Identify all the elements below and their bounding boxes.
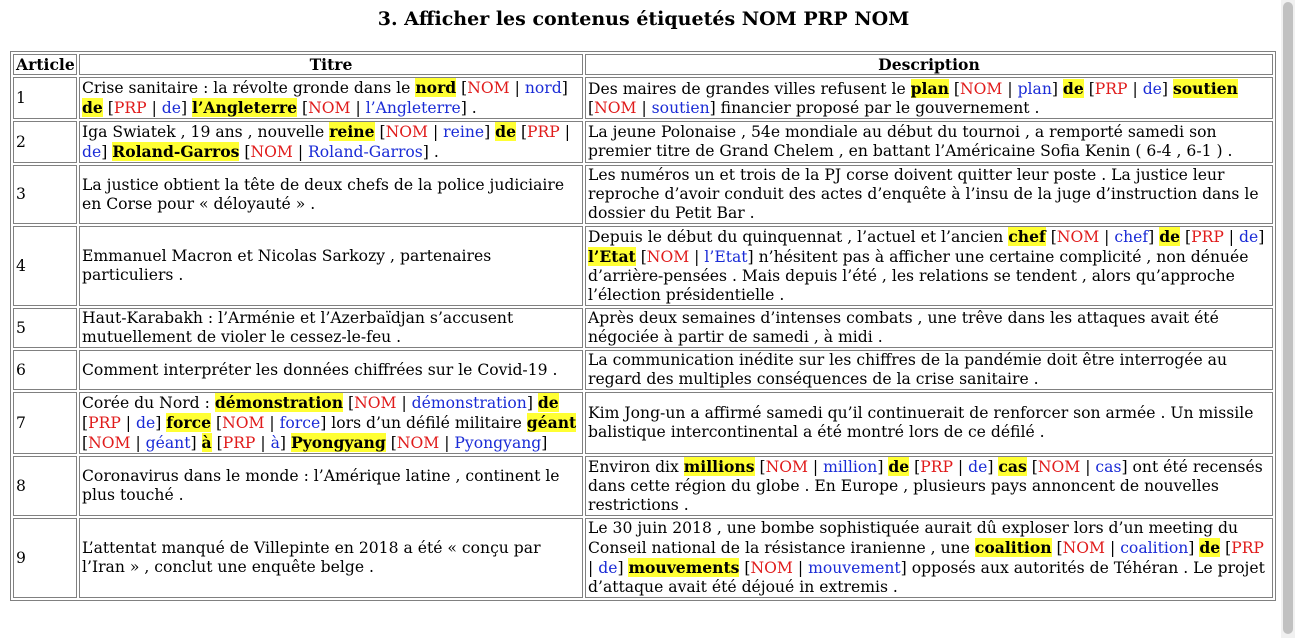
description-cell — [585, 350, 1273, 390]
lemma: plan — [1017, 79, 1052, 98]
text-segment: La communication inédite sur les chiffres de la pandémie doit être interrogée au regard des multiples conséquences de la crise sanitaire . — [588, 351, 1228, 388]
text-segment: Coronavirus dans le monde : l’Amérique latine , continent le plus touché . — [82, 467, 560, 504]
text-segment: [ — [82, 434, 89, 452]
highlighted-word: plan — [910, 78, 949, 98]
highlighted-word: de — [1159, 227, 1181, 246]
text-segment: ] — [155, 414, 167, 432]
table-row — [13, 350, 1273, 390]
pos-tag: NOM — [467, 79, 510, 97]
lemma: Roland-Garros — [308, 143, 423, 161]
table-row — [13, 77, 1273, 119]
header-description: Description — [585, 54, 1273, 75]
text-segment: Depuis le début du quinquennat , l’actuel et l’ancien — [588, 228, 1009, 246]
text-segment: L’attentat manqué de Villepinte en 2018 a été « conçu par l’Iran » , conclut une enquête belge . — [82, 539, 541, 576]
highlighted-word: Roland-Garros — [112, 142, 240, 161]
title-cell — [79, 77, 583, 119]
highlighted-word: cas — [998, 457, 1027, 476]
pos-tag: NOM — [250, 143, 293, 161]
text-segment: | — [120, 414, 136, 432]
text-segment: | — [350, 99, 366, 117]
text-segment: [ — [211, 414, 223, 432]
highlighted-word: millions — [683, 457, 755, 476]
pos-tag: NOM — [646, 248, 690, 266]
text-segment: ] opposés aux autorités de Téhéran . Le projet d’attaque avait été déjoué in extremis . — [588, 559, 1265, 596]
table-row — [13, 456, 1273, 516]
table-header-row — [13, 54, 1273, 75]
text-segment: | — [428, 123, 444, 141]
scrollbar-thumb[interactable] — [1283, 2, 1293, 634]
pos-tag: PRP — [920, 458, 953, 476]
pos-tag: PRP — [1231, 539, 1264, 557]
text-segment: | — [689, 248, 705, 266]
highlighted-word: à — [201, 433, 212, 452]
text-segment: ] — [190, 434, 202, 452]
text-segment: [ — [754, 458, 766, 476]
highlighted-word: nord — [415, 78, 457, 97]
title-cell — [79, 308, 583, 348]
text-segment: ] — [1051, 79, 1063, 98]
lemma: géant — [145, 434, 191, 452]
text-segment: [ — [588, 98, 595, 117]
text-segment: Le 30 juin 2018 , une bombe sophistiquée aurait dû exploser lors d’un meeting du Conseil national de la résistance iranienne , une — [588, 519, 1239, 557]
table-row — [13, 165, 1273, 224]
description-cell — [585, 518, 1273, 598]
title-cell — [79, 121, 583, 163]
text-segment: Comment interpréter les données chiffrées sur le Covid-19 . — [82, 360, 558, 379]
text-segment: ] — [541, 434, 548, 452]
pos-tag: NOM — [385, 123, 428, 141]
lemma: de — [1142, 79, 1162, 98]
header-titre: Titre — [79, 54, 583, 75]
text-segment: Kim Jong-un a affirmé samedi qu’il continuerait de renforcer son armée . Un missile balistique intercontinental a été montré lors de ce défilé . — [588, 404, 1254, 441]
text-segment: [ — [82, 414, 89, 432]
text-segment: | — [292, 143, 309, 161]
text-segment: | — [1002, 79, 1018, 98]
text-segment: ] — [1161, 79, 1173, 98]
lemma: à — [270, 434, 280, 452]
pos-tag: NOM — [750, 559, 793, 577]
text-segment: [ — [1083, 79, 1095, 98]
lemma: de — [161, 99, 181, 117]
title-cell — [79, 226, 583, 306]
text-segment: | — [1223, 228, 1239, 246]
lemma: l’Etat — [704, 248, 748, 266]
text-segment: | — [792, 559, 809, 577]
text-segment: ] n’hésitent pas à afficher une certaine complicité , non dénuée d’arrière-pensées . Mais depuis l’été , les relations se tendent , alors qu’approche l’élection présidentielle . — [588, 248, 1249, 304]
text-segment: | — [439, 434, 455, 452]
pos-tag: PRP — [222, 434, 256, 452]
text-segment: ] — [1188, 539, 1200, 557]
text-segment: [ — [516, 123, 528, 141]
text-segment: [ — [635, 248, 647, 266]
text-segment: ] . — [460, 99, 477, 117]
lemma: de — [968, 458, 988, 476]
pos-tag: PRP — [1191, 228, 1224, 246]
lemma: mouvement — [808, 559, 901, 577]
highlighted-word: Pyongyang — [290, 433, 386, 452]
text-segment: ] — [526, 394, 538, 412]
text-segment: | — [1080, 458, 1096, 476]
highlighted-word: de — [82, 98, 103, 117]
text-segment: ] financier proposé par le gouvernement . — [709, 98, 1040, 117]
lemma: cas — [1095, 458, 1122, 476]
description-cell — [585, 226, 1273, 306]
text-segment: | — [807, 458, 824, 476]
highlighted-word: de — [495, 122, 516, 141]
text-segment: [ — [343, 394, 355, 412]
results-table — [10, 51, 1276, 601]
text-segment: ] — [279, 434, 291, 452]
title-cell — [79, 518, 583, 598]
text-segment: ] — [561, 79, 568, 97]
table-row — [13, 392, 1273, 454]
text-segment: | — [1099, 228, 1115, 246]
text-segment: ] — [617, 559, 629, 577]
lemma: de — [136, 414, 156, 432]
text-segment: ] — [987, 458, 999, 476]
text-segment: | — [588, 559, 599, 577]
text-segment: ] . — [422, 143, 439, 161]
highlighted-word: l’Etat — [588, 247, 636, 266]
text-segment: Environ dix — [588, 458, 684, 476]
text-segment: | — [636, 98, 652, 117]
text-segment: ] — [1258, 228, 1265, 246]
highlighted-word: de — [1199, 538, 1221, 557]
header-article: Article — [13, 54, 77, 75]
article-number-cell: 4 — [13, 226, 77, 306]
highlighted-word: coalition — [974, 538, 1052, 557]
description-cell — [585, 77, 1273, 119]
table-body — [13, 77, 1273, 598]
pos-tag: PRP — [527, 123, 560, 141]
text-segment: | — [509, 79, 525, 97]
text-segment: [ — [1220, 539, 1232, 557]
description-cell — [585, 392, 1273, 454]
text-segment: [ — [374, 123, 386, 141]
pos-tag: NOM — [1037, 458, 1081, 476]
text-segment: Les numéros un et trois de la PJ corse doivent quitter leur poste . La justice leur reproche d’avoir conduit des actes d’enquête à l’insu de la juge d’instruction dans le dossier du Petit Bar . — [588, 166, 1259, 222]
text-segment: [ — [385, 434, 397, 452]
text-segment: [ — [239, 143, 251, 161]
vertical-scrollbar[interactable] — [1281, 0, 1295, 638]
text-segment: Haut-Karabakh : l’Arménie et l’Azerbaïdjan s’accusent mutuellement de violer le cessez-le-feu . — [82, 309, 514, 346]
lemma: démonstration — [411, 394, 527, 412]
text-segment: | — [396, 394, 412, 412]
text-segment: | — [264, 414, 280, 432]
pos-tag: NOM — [396, 434, 440, 452]
highlighted-word: force — [166, 413, 212, 432]
text-segment: [ — [211, 434, 223, 452]
lemma: coalition — [1120, 539, 1189, 557]
article-number-cell: 2 — [13, 121, 77, 163]
lemma: soutien — [651, 98, 710, 117]
text-segment: La jeune Polonaise , 54e mondiale au début du tournoi , a remporté samedi son premier titre de Grand Chelem , en battant l’Américaine Sofia Kenin ( 6-4 , 6-1 ) . — [588, 123, 1233, 160]
lemma: force — [279, 414, 321, 432]
lemma: l’Angleterre — [365, 99, 461, 117]
lemma: Pyongyang — [454, 434, 542, 452]
pos-tag: PRP — [1094, 79, 1128, 98]
text-segment: [ — [909, 458, 921, 476]
highlighted-word: de — [1062, 78, 1084, 98]
text-segment: | — [255, 434, 271, 452]
page-title: 3. Afficher les contenus étiquetés NOM PRP NOM — [377, 8, 910, 30]
title-cell — [79, 456, 583, 516]
pos-tag: PRP — [88, 414, 121, 432]
text-segment: ] — [1148, 228, 1160, 246]
highlighted-word: démonstration — [214, 393, 344, 412]
text-segment: | — [952, 458, 969, 476]
text-segment: [ — [102, 99, 114, 117]
lemma: de — [82, 143, 102, 161]
description-cell — [585, 308, 1273, 348]
article-number-cell: 6 — [13, 350, 77, 390]
highlighted-word: de — [888, 457, 910, 476]
article-number-cell: 7 — [13, 392, 77, 454]
text-segment: [ — [1180, 228, 1192, 246]
article-number-cell: 5 — [13, 308, 77, 348]
article-number-cell: 9 — [13, 518, 77, 598]
pos-tag: NOM — [1056, 228, 1100, 246]
title-cell — [79, 165, 583, 224]
text-segment: Emmanuel Macron et Nicolas Sarkozy , partenaires particuliers . — [82, 247, 492, 284]
lemma: million — [823, 458, 878, 476]
text-segment: Corée du Nord : — [82, 394, 215, 412]
text-segment: La justice obtient la tête de deux chefs de la police judiciaire en Corse pour « déloyauté » . — [82, 175, 565, 213]
highlighted-word: chef — [1008, 227, 1046, 246]
article-number-cell: 3 — [13, 165, 77, 224]
pos-tag: NOM — [959, 79, 1003, 98]
text-segment: ] — [101, 143, 113, 161]
lemma: de — [598, 559, 618, 577]
text-segment: | — [1127, 79, 1143, 98]
text-segment: | — [130, 434, 146, 452]
pos-tag: NOM — [354, 394, 397, 412]
pos-tag: NOM — [308, 99, 351, 117]
text-segment: | — [146, 99, 162, 117]
title-cell — [79, 392, 583, 454]
text-segment: [ — [1026, 458, 1038, 476]
text-segment: [ — [1045, 228, 1057, 246]
text-segment: [ — [1051, 539, 1063, 557]
lemma: nord — [524, 79, 562, 97]
title-cell — [79, 350, 583, 390]
text-segment: ] — [484, 123, 496, 141]
text-segment: ] lors d’un défilé militaire — [320, 414, 527, 432]
table-row — [13, 518, 1273, 598]
table-row — [13, 226, 1273, 306]
description-cell — [585, 165, 1273, 224]
text-segment: Après deux semaines d’intenses combats , une trêve dans les attaques avait été négociée à partir de samedi , à midi . — [588, 309, 1219, 346]
results-table-container — [10, 51, 1276, 601]
pos-tag: NOM — [765, 458, 808, 476]
lemma: reine — [443, 123, 485, 141]
text-segment: [ — [456, 79, 468, 97]
text-segment: ] ont été recensés dans cette région du globe . En Europe , plusieurs pays annoncent de nouvelles restrictions . — [588, 458, 1263, 514]
text-segment: [ — [948, 79, 960, 98]
pos-tag: NOM — [88, 434, 131, 452]
lemma: chef — [1114, 228, 1149, 246]
text-segment: ] — [181, 99, 193, 117]
description-cell — [585, 121, 1273, 163]
pos-tag: NOM — [1062, 539, 1106, 557]
text-segment: | — [1105, 539, 1121, 557]
text-segment: [ — [297, 99, 309, 117]
text-segment: Iga Swiatek , 19 ans , nouvelle — [82, 123, 330, 141]
highlighted-word: de — [537, 393, 559, 412]
text-segment: Des maires de grandes villes refusent le — [588, 79, 911, 98]
highlighted-word: reine — [329, 122, 375, 141]
text-segment: Crise sanitaire : la révolte gronde dans le — [82, 79, 416, 97]
highlighted-word: mouvements — [628, 558, 740, 577]
article-number-cell: 1 — [13, 77, 77, 119]
highlighted-word: l’Angleterre — [192, 98, 298, 117]
text-segment: | — [559, 123, 570, 141]
pos-tag: NOM — [594, 98, 637, 117]
text-segment: ] — [877, 458, 889, 476]
article-number-cell: 8 — [13, 456, 77, 516]
table-row — [13, 121, 1273, 163]
lemma: de — [1239, 228, 1259, 246]
text-segment: [ — [739, 559, 751, 577]
pos-tag: PRP — [113, 99, 147, 117]
highlighted-word: géant — [526, 413, 577, 432]
highlighted-word: soutien — [1172, 78, 1238, 98]
table-row — [13, 308, 1273, 348]
description-cell — [585, 456, 1273, 516]
pos-tag: NOM — [222, 414, 265, 432]
